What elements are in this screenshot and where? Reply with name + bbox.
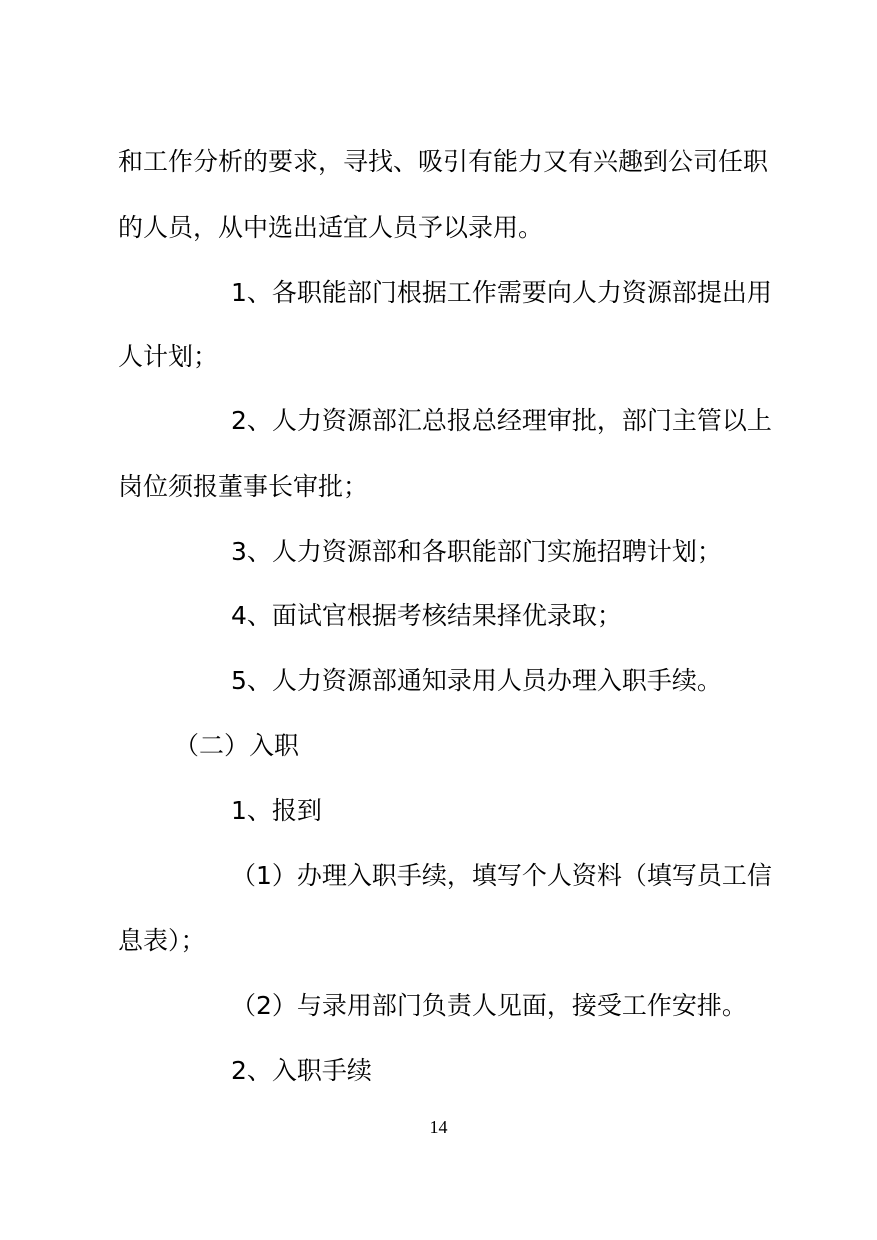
page-number: 14 bbox=[429, 1117, 448, 1137]
list-item-continuation: 人计划； bbox=[118, 342, 219, 371]
paragraph-line: 的人员，从中选出适宜人员予以录用。 bbox=[118, 213, 544, 242]
list-item-continuation: 岗位须报董事长审批； bbox=[118, 472, 369, 501]
list-item-line: （1）办理入职手续，填写个人资料（填写员工信 bbox=[231, 861, 772, 890]
section-heading: （二）入职 bbox=[174, 731, 300, 760]
list-item-line: 5、人力资源部通知录用人员办理入职手续。 bbox=[231, 666, 722, 695]
list-item-line: 1、各职能部门根据工作需要向人力资源部提出用 bbox=[231, 278, 772, 307]
list-item-line: 3、人力资源部和各职能部门实施招聘计划； bbox=[231, 537, 722, 566]
list-item-line: （2）与录用部门负责人见面，接受工作安排。 bbox=[231, 991, 747, 1020]
paragraph-line: 和工作分析的要求，寻找、吸引有能力又有兴趣到公司任职 bbox=[118, 147, 769, 176]
list-item-line: 4、面试官根据考核结果择优录取； bbox=[231, 601, 622, 630]
list-item-line: 2、人力资源部汇总报总经理审批，部门主管以上 bbox=[231, 406, 772, 435]
subsection-heading: 1、报到 bbox=[231, 796, 322, 825]
list-item-continuation: 息表）； bbox=[118, 926, 206, 955]
subsection-heading: 2、入职手续 bbox=[231, 1056, 372, 1085]
